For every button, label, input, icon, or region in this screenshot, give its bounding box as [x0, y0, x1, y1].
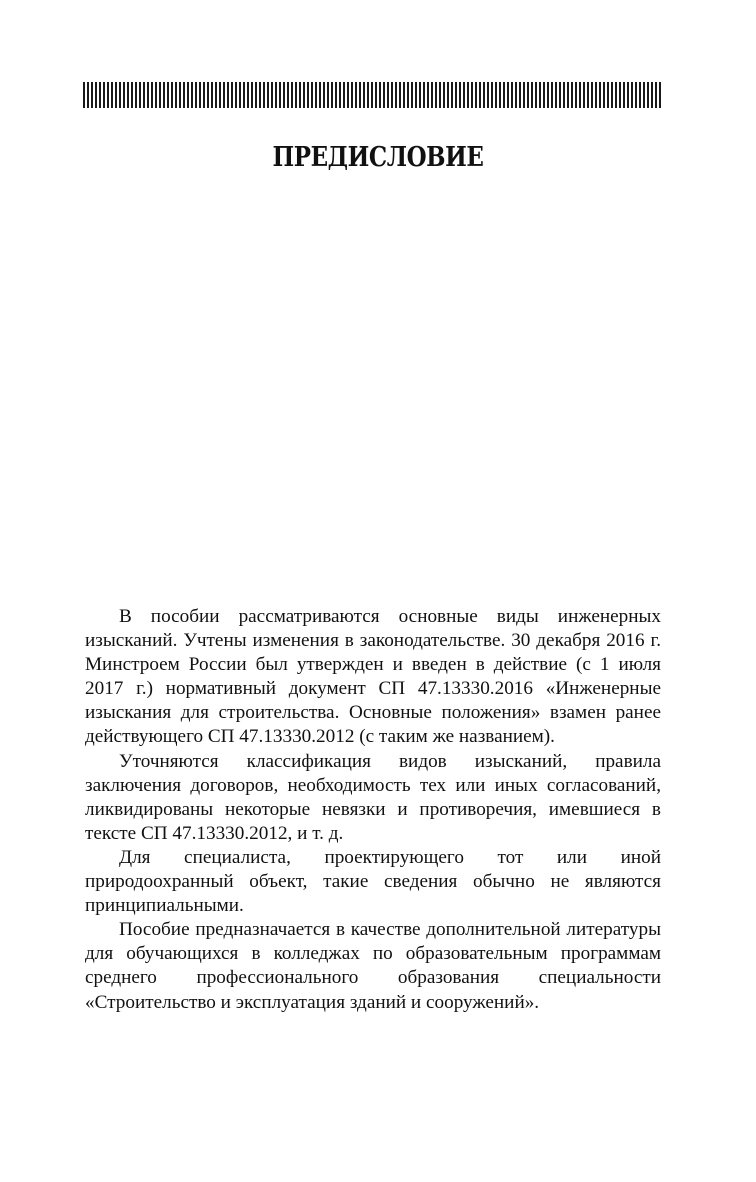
page-title: ПРЕДИСЛОВИЕ — [272, 142, 484, 173]
paragraph-3: Для специалиста, проектирующего тот или иной природоохранный объект, такие сведения обычно не являются принципиальными. — [85, 846, 661, 917]
paragraph-4: Пособие предназначается в качестве дополнительной литературы для обучающихся в колледжах по образовательным программам среднего профессионального образования специальности «Строительство и эксплуатация зданий и сооружений». — [85, 919, 661, 1013]
decorative-hatched-rule — [83, 82, 663, 108]
preface-body — [85, 605, 661, 1015]
paragraph-2: Уточняются классификация видов изысканий, правила заключения договоров, необходимость тех или иных согласований, ликвидированы некоторые невязки и противоречия, имевшиеся в тексте СП 47.13330.2012, и т. д. — [85, 750, 661, 844]
paragraph-1: В пособии рассматриваются основные виды инженерных изысканий. Учтены изменения в законодательстве. 30 декабря 2016 г. Минстроем России был утвержден и введен в действие (с 1 июля 2017 г.) нормативный документ СП 47.13330.2016 «Инженерные изыскания для строительства. Основные положения» взамен ранее действующего СП 47.13330.2012 (с таким же названием). — [85, 606, 661, 748]
